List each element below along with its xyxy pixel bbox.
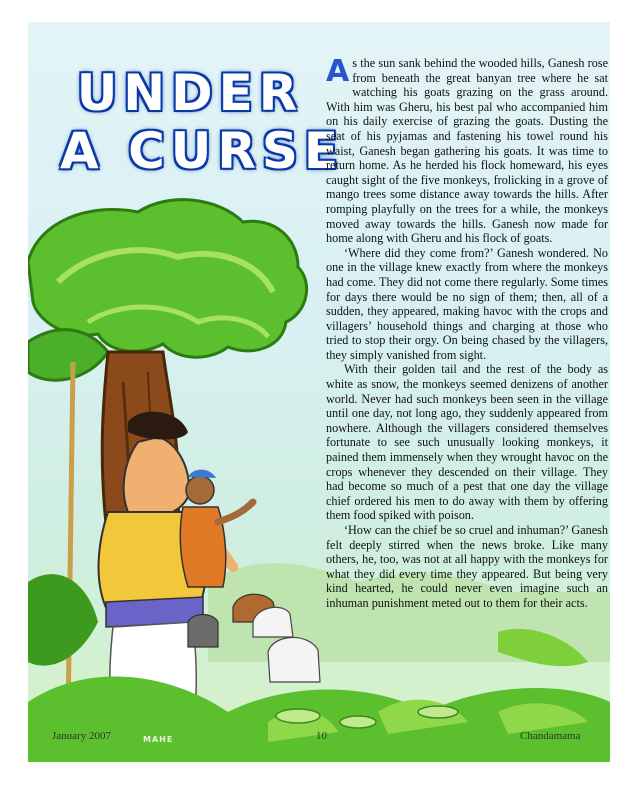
story-paragraph-2: ‘Where did they come from?’ Ganesh wondered. No one in the village knew exactly from where the monkeys had come. They did not come there regularly. Some times for days there would be no sign of them; then, all of a sudden, they appeared, making havoc with the crops and villagers’ household things and charging at those who tried to stop their orgy. On being chased by the villagers, they simply vanished from sight. (326, 245, 608, 362)
footer-date: January 2007 (52, 730, 111, 742)
story-paragraph-3: With their golden tail and the rest of the body as white as snow, the monkeys seemed denizens of another world. Never had such monkeys been seen in the village until one day, not long ago, they suddenly appeared from nowhere. Although the villagers considered themselves fortunate to see such unusually looking monkeys, it pained them immensely when they wrought havoc on the crops whenever they descended on their village. They had become so much of a pest that one day the village chief ordered his men to do away with them by offering them food spiked with poison. (326, 362, 608, 523)
story-text (326, 56, 608, 611)
title-line-1: UNDER (76, 64, 304, 122)
story-paragraph-4: ‘How can the chief be so cruel and inhuman?’ Ganesh felt deeply stirred when the news broke. Like many others, he, too, was not at all happy with the monkeys for what they did every time they appeared. But being very kind hearted, he could never even imagine such an inhuman punishment meted out to them for their acts. (326, 523, 608, 610)
footer-magazine: Chandamama (520, 730, 581, 742)
story-paragraph-1 (326, 56, 608, 246)
drop-cap: A (326, 54, 350, 89)
artist-signature: MAHE (143, 735, 174, 744)
story-title (60, 64, 345, 180)
tree-canopy (28, 200, 307, 381)
paragraph-1-text: s the sun sank behind the wooded hills, Ganesh rose from beneath the great banyan tree where he sat watching his goats grazing on the grass around. With him was Gheru, his best pal who accompanied him on his daily exercise of grazing the goats. Dusting the seat of his pyjamas and fastening his towel round his waist, Ganesh began gathering his goats. It was time to return home. As he herded his flock homeward, his eyes caught sight of the five monkeys, frolicking in a grove of mango trees some distance away towards the hills. After romping playfully on the trees for a while, the monkeys moved away towards the hills. Ganesh now made for home along with Gheru and his flock of goats. (326, 56, 608, 246)
footer-page-number: 10 (316, 730, 327, 742)
title-line-2: A CURSE (60, 122, 345, 180)
